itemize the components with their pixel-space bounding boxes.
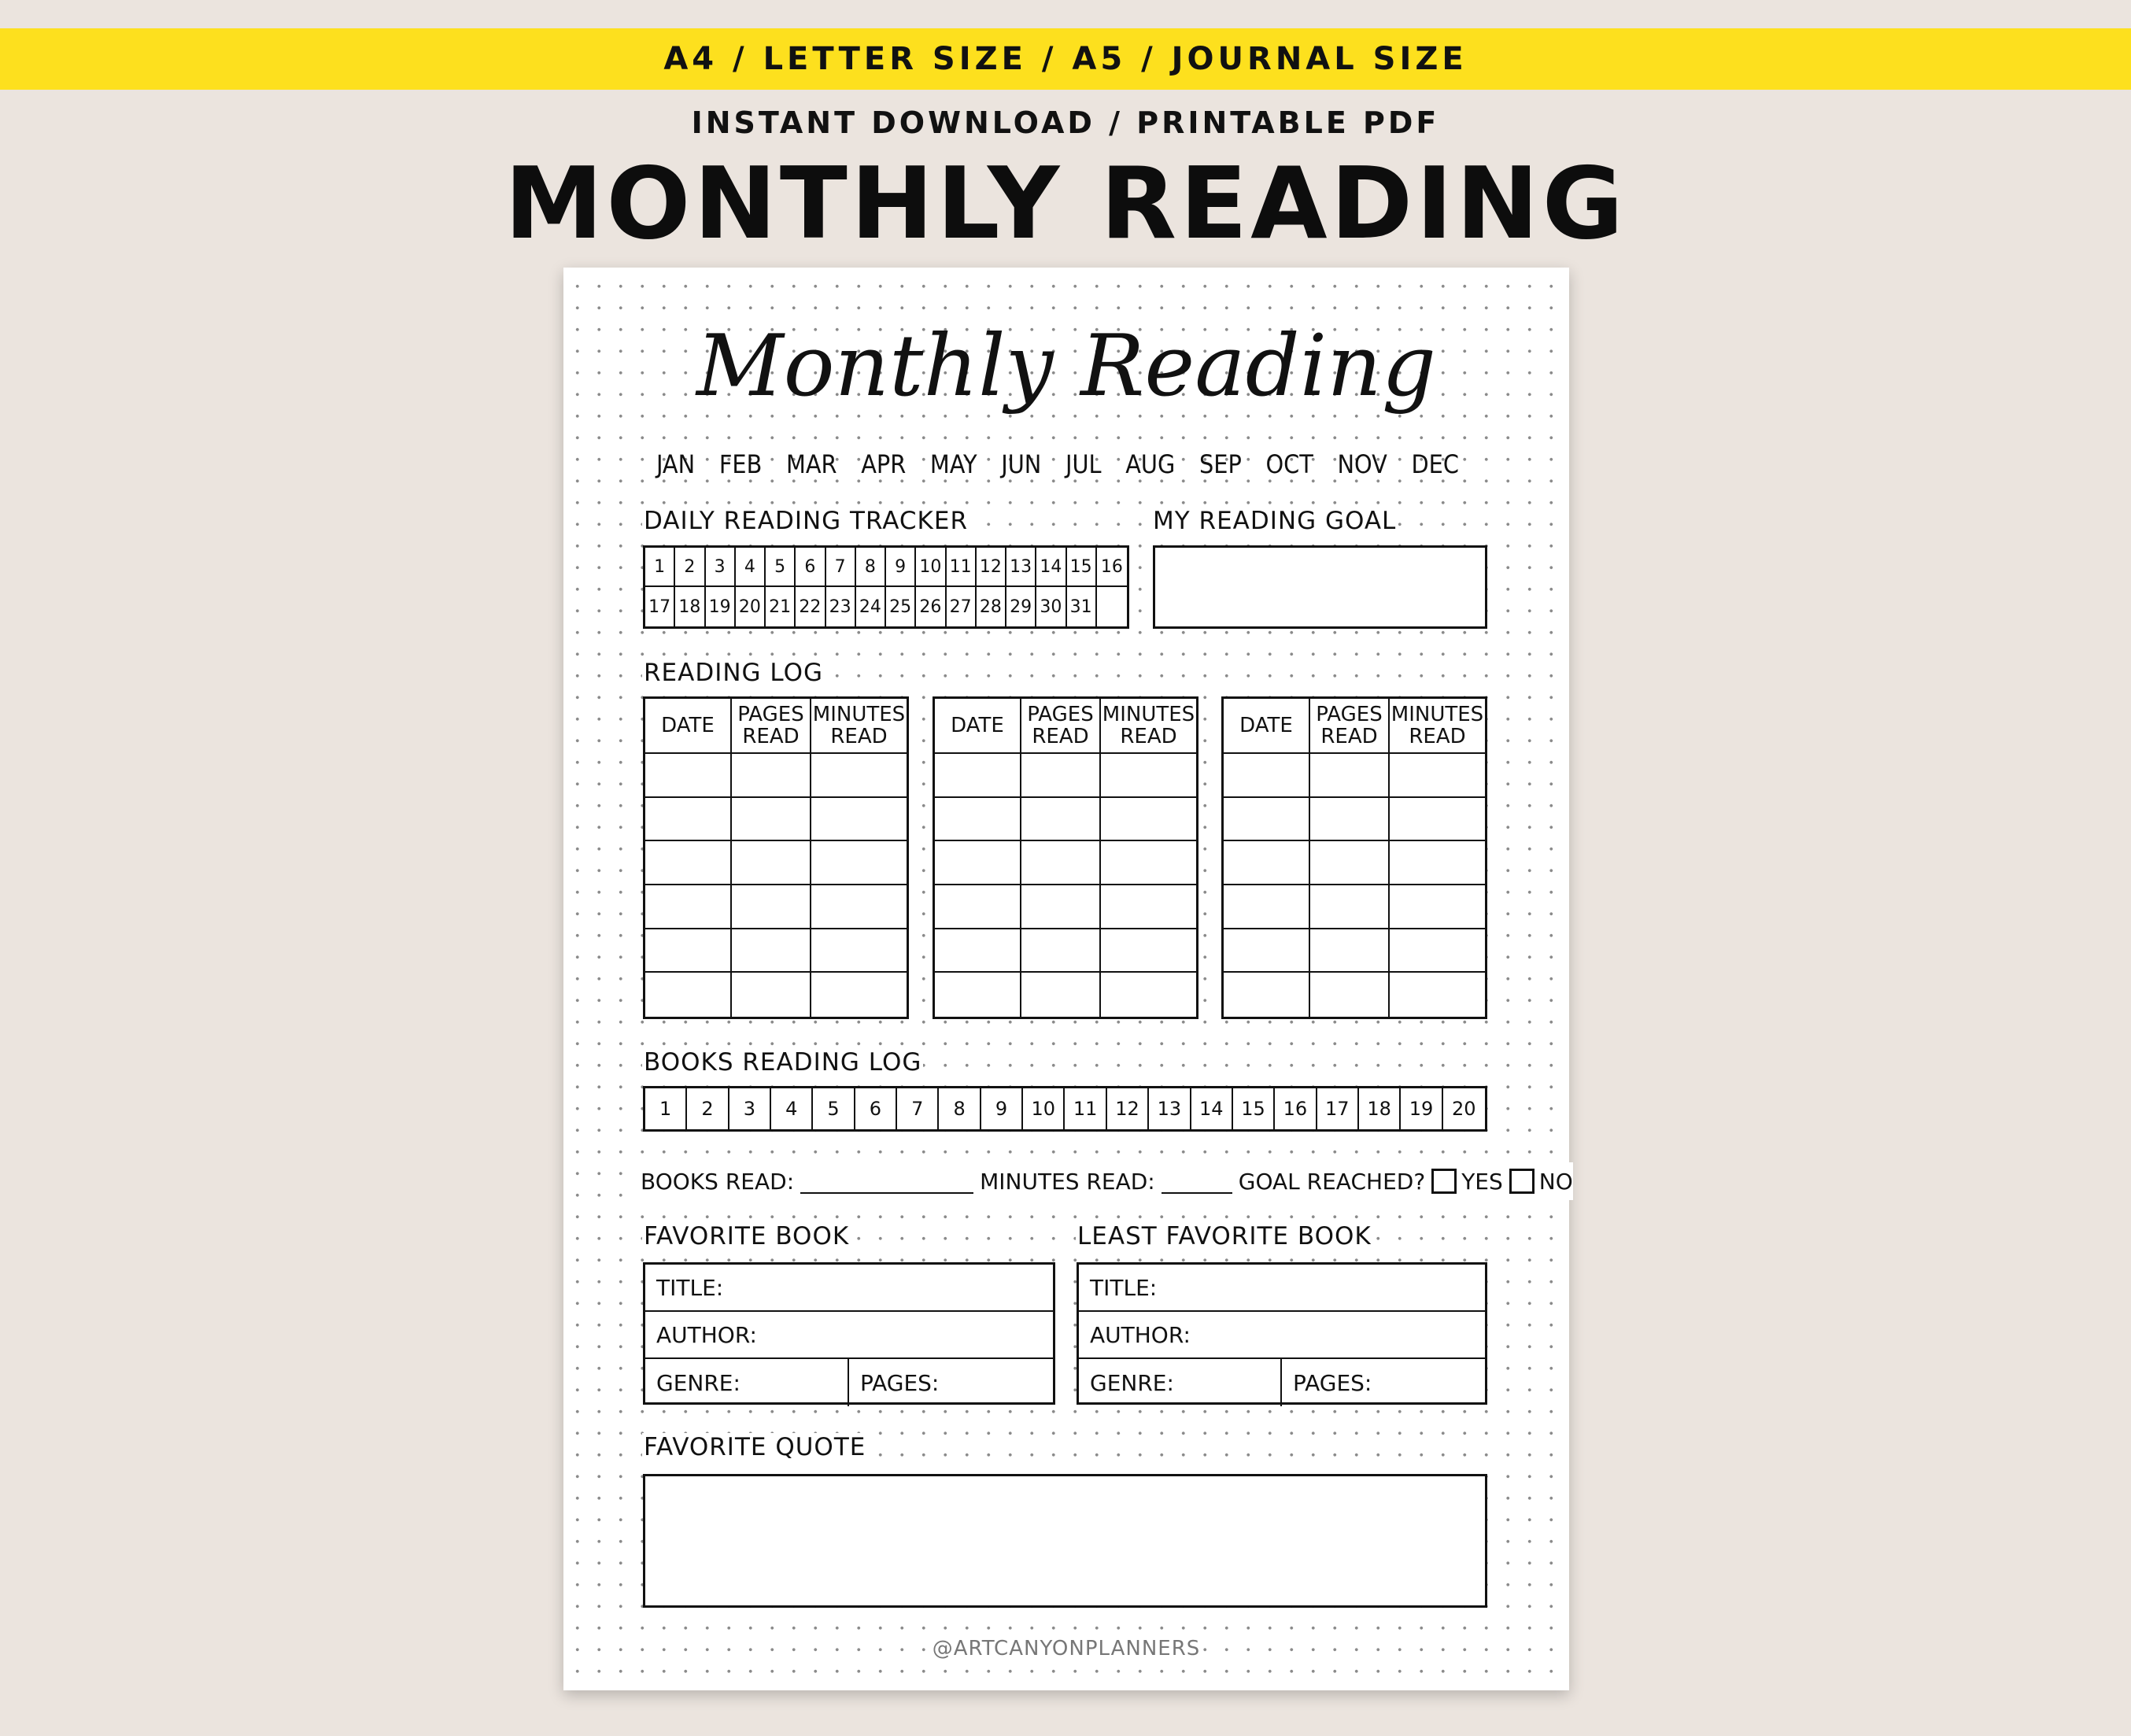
log-cell[interactable] [1101, 798, 1196, 842]
log-header-minutes-read: MINUTES READ [1390, 699, 1485, 754]
log-cell[interactable] [732, 929, 811, 973]
book-number-cell[interactable]: 12 [1107, 1088, 1149, 1129]
book-number-cell[interactable]: 5 [813, 1088, 855, 1129]
books-reading-log [643, 1086, 1487, 1132]
minutes-read-line[interactable] [1162, 1169, 1232, 1194]
log-cell[interactable] [811, 754, 907, 798]
month-dec[interactable]: DEC [1411, 449, 1459, 479]
log-cell[interactable] [1390, 885, 1485, 929]
log-cell[interactable] [1310, 929, 1390, 973]
tracker-day-cell[interactable]: 23 [826, 587, 856, 626]
log-header-minutes-read: MINUTES READ [1101, 699, 1196, 754]
book-number-cell[interactable]: 10 [1023, 1088, 1065, 1129]
tracker-day-cell[interactable]: 17 [645, 587, 675, 626]
tracker-day-cell[interactable]: 4 [736, 548, 766, 587]
log-cell[interactable] [1224, 973, 1310, 1017]
least-title-label: TITLE: [1090, 1274, 1158, 1301]
log-cell[interactable] [935, 973, 1021, 1017]
log-cell[interactable] [1101, 841, 1196, 885]
minutes-read-label: MINUTES READ: [980, 1168, 1155, 1195]
log-header-pages-read: PAGES READ [732, 699, 811, 754]
books-read-line[interactable] [800, 1169, 973, 1194]
yes-checkbox[interactable] [1431, 1169, 1457, 1194]
log-cell[interactable] [811, 798, 907, 842]
tracker-day-cell[interactable]: 7 [826, 548, 856, 587]
favorite-author-field[interactable] [645, 1312, 1053, 1359]
daily-reading-tracker [643, 545, 1129, 629]
favorite-title-label: TITLE: [656, 1274, 724, 1301]
book-number-cell[interactable]: 2 [687, 1088, 729, 1129]
favorite-book-box [643, 1262, 1055, 1405]
log-header-date: DATE [935, 699, 1021, 754]
favorite-genre-pages-row [645, 1359, 1053, 1406]
log-cell[interactable] [1310, 841, 1390, 885]
log-cell[interactable] [935, 885, 1021, 929]
tracker-day-cell[interactable] [1097, 587, 1127, 626]
log-cell[interactable] [1390, 841, 1485, 885]
favorite-pages-label: PAGES: [860, 1369, 940, 1396]
book-number-cell[interactable]: 15 [1233, 1088, 1275, 1129]
tracker-day-cell[interactable]: 12 [977, 548, 1006, 587]
tracker-day-cell[interactable]: 15 [1067, 548, 1097, 587]
log-cell[interactable] [1101, 973, 1196, 1017]
month-jul[interactable]: JUL [1065, 449, 1102, 479]
month-may[interactable]: MAY [929, 449, 977, 479]
tracker-day-cell[interactable]: 25 [886, 587, 916, 626]
log-cell[interactable] [1390, 973, 1485, 1017]
least-favorite-book-box [1077, 1262, 1487, 1405]
tracker-day-cell[interactable]: 20 [736, 587, 766, 626]
log-cell[interactable] [1310, 754, 1390, 798]
log-header-pages-read: PAGES READ [1310, 699, 1390, 754]
log-cell[interactable] [645, 754, 732, 798]
book-number-cell[interactable]: 3 [729, 1088, 771, 1129]
book-number-cell[interactable]: 14 [1191, 1088, 1233, 1129]
planner-page [563, 268, 1573, 1690]
least-pages-label: PAGES: [1293, 1369, 1372, 1396]
tracker-day-cell[interactable]: 2 [675, 548, 705, 587]
favorite-title-field[interactable] [645, 1265, 1053, 1312]
log-cell[interactable] [1021, 885, 1101, 929]
reading-goal-label: MY READING GOAL [1153, 507, 1397, 535]
least-author-label: AUTHOR: [1090, 1321, 1191, 1348]
book-number-cell[interactable]: 6 [855, 1088, 897, 1129]
tracker-day-cell[interactable]: 31 [1067, 587, 1097, 626]
book-number-cell[interactable]: 16 [1275, 1088, 1317, 1129]
tracker-day-cell[interactable]: 8 [856, 548, 886, 587]
book-number-cell[interactable]: 9 [981, 1088, 1023, 1129]
no-label: NO [1538, 1168, 1573, 1195]
tracker-day-cell[interactable]: 9 [886, 548, 916, 587]
least-genre-field[interactable] [1079, 1359, 1282, 1406]
favorite-book-label: FAVORITE BOOK [644, 1222, 850, 1250]
least-genre-pages-row [1079, 1359, 1485, 1406]
tracker-day-cell[interactable]: 1 [645, 548, 675, 587]
reading-log-table-2 [933, 696, 1198, 1019]
log-header-pages-read: PAGES READ [1021, 699, 1101, 754]
favorite-quote-label: FAVORITE QUOTE [644, 1433, 866, 1461]
month-mar[interactable]: MAR [785, 449, 837, 479]
book-number-cell[interactable]: 20 [1452, 1098, 1476, 1120]
log-cell[interactable] [645, 885, 732, 929]
reading-log-label: READING LOG [644, 659, 823, 687]
favorite-author-label: AUTHOR: [656, 1321, 757, 1348]
log-cell[interactable] [1224, 798, 1310, 842]
log-cell[interactable] [1224, 885, 1310, 929]
favorite-pages-field[interactable] [849, 1359, 1053, 1406]
tracker-day-cell[interactable]: 30 [1036, 587, 1066, 626]
book-number-cell[interactable]: 8 [939, 1088, 981, 1129]
headline: MONTHLY READING [504, 145, 1627, 261]
log-cell[interactable] [645, 841, 732, 885]
least-title-field[interactable] [1079, 1265, 1485, 1312]
tracker-day-cell[interactable]: 14 [1036, 548, 1066, 587]
books-read-label: BOOKS READ: [641, 1168, 795, 1195]
least-genre-label: GENRE: [1090, 1369, 1174, 1396]
daily-tracker-label: DAILY READING TRACKER [644, 507, 969, 535]
log-header-date: DATE [645, 699, 732, 754]
book-number-cell[interactable]: 4 [771, 1088, 813, 1129]
month-nov[interactable]: NOV [1337, 449, 1387, 479]
month-oct[interactable]: OCT [1265, 449, 1313, 479]
book-number-cell[interactable]: 7 [897, 1088, 939, 1129]
tracker-day-cell[interactable]: 3 [706, 548, 736, 587]
log-cell[interactable] [732, 798, 811, 842]
tracker-day-cell[interactable]: 22 [796, 587, 825, 626]
log-cell[interactable] [1310, 973, 1390, 1017]
tracker-day-cell[interactable]: 16 [1097, 548, 1127, 587]
reading-log-table-3 [1221, 696, 1487, 1019]
tracker-day-cell[interactable]: 13 [1006, 548, 1036, 587]
log-cell[interactable] [811, 841, 907, 885]
log-cell[interactable] [1101, 754, 1196, 798]
tracker-day-cell[interactable]: 11 [947, 548, 977, 587]
log-cell[interactable] [645, 973, 732, 1017]
log-header-minutes-read: MINUTES READ [811, 699, 907, 754]
least-author-field[interactable] [1079, 1312, 1485, 1359]
month-aug[interactable]: AUG [1125, 449, 1176, 479]
summary-row [641, 1162, 1573, 1200]
book-number-cell[interactable]: 18 [1359, 1088, 1401, 1129]
log-cell[interactable] [935, 841, 1021, 885]
log-cell[interactable] [1021, 929, 1101, 973]
log-cell[interactable] [1101, 885, 1196, 929]
brand-handle-text: @ARTCANYONPLANNERS [929, 1637, 1204, 1660]
script-title: Monthly Reading [696, 316, 1436, 416]
size-banner: A4 / LETTER SIZE / A5 / JOURNAL SIZE [0, 28, 2131, 90]
yes-label: YES [1461, 1168, 1503, 1195]
log-cell[interactable] [1224, 754, 1310, 798]
tracker-day-cell[interactable]: 29 [1006, 587, 1036, 626]
brand-handle [563, 1633, 1569, 1664]
log-cell[interactable] [1390, 798, 1485, 842]
tracker-day-cell[interactable]: 10 [916, 548, 946, 587]
month-sep[interactable]: SEP [1198, 449, 1242, 479]
reading-log-table-1 [643, 696, 909, 1019]
log-cell[interactable] [1101, 929, 1196, 973]
subtitle: INSTANT DOWNLOAD / PRINTABLE PDF [691, 105, 1440, 140]
book-number-cell[interactable]: 19 [1401, 1088, 1442, 1129]
log-cell[interactable] [935, 798, 1021, 842]
log-cell[interactable] [732, 973, 811, 1017]
log-cell[interactable] [1390, 929, 1485, 973]
book-number-cell[interactable]: 1 [645, 1088, 687, 1129]
log-cell[interactable] [645, 929, 732, 973]
log-cell[interactable] [1310, 885, 1390, 929]
month-jan[interactable]: JAN [656, 449, 696, 479]
tracker-day-cell[interactable]: 21 [766, 587, 796, 626]
favorite-quote-box[interactable] [643, 1474, 1487, 1608]
log-cell[interactable] [1310, 798, 1390, 842]
log-cell[interactable] [935, 929, 1021, 973]
log-cell[interactable] [1224, 929, 1310, 973]
log-header-date: DATE [1224, 699, 1310, 754]
log-cell[interactable] [645, 798, 732, 842]
month-jun[interactable]: JUN [1001, 449, 1042, 479]
log-cell[interactable] [732, 841, 811, 885]
tracker-day-cell[interactable]: 18 [675, 587, 705, 626]
tracker-day-cell[interactable]: 5 [766, 548, 796, 587]
book-number-cell[interactable]: 13 [1149, 1088, 1191, 1129]
book-number-cell[interactable]: 11 [1065, 1088, 1106, 1129]
log-cell[interactable] [1224, 841, 1310, 885]
log-cell[interactable] [935, 754, 1021, 798]
month-apr[interactable]: APR [861, 449, 907, 479]
log-cell[interactable] [811, 885, 907, 929]
log-cell[interactable] [732, 885, 811, 929]
tracker-day-cell[interactable]: 26 [916, 587, 946, 626]
log-cell[interactable] [1021, 754, 1101, 798]
books-log-label: BOOKS READING LOG [644, 1048, 922, 1077]
log-cell[interactable] [811, 973, 907, 1017]
log-cell[interactable] [1021, 798, 1101, 842]
month-row [656, 447, 1459, 482]
log-cell[interactable] [811, 929, 907, 973]
log-cell[interactable] [1390, 754, 1485, 798]
tracker-day-cell[interactable]: 19 [706, 587, 736, 626]
month-feb[interactable]: FEB [718, 449, 763, 479]
least-favorite-book-label: LEAST FAVORITE BOOK [1077, 1222, 1372, 1250]
tracker-day-cell[interactable]: 6 [796, 548, 825, 587]
least-pages-field[interactable] [1282, 1359, 1485, 1406]
no-checkbox[interactable] [1509, 1169, 1535, 1194]
log-cell[interactable] [1021, 841, 1101, 885]
tracker-day-cell[interactable]: 24 [856, 587, 886, 626]
tracker-day-cell[interactable]: 28 [977, 587, 1006, 626]
log-cell[interactable] [1021, 973, 1101, 1017]
favorite-genre-field[interactable] [645, 1359, 849, 1406]
log-cell[interactable] [732, 754, 811, 798]
book-number-cell[interactable]: 17 [1317, 1088, 1359, 1129]
reading-goal-box[interactable] [1153, 545, 1487, 629]
goal-reached-label: GOAL REACHED? [1238, 1168, 1426, 1195]
tracker-day-cell[interactable]: 27 [947, 587, 977, 626]
favorite-genre-label: GENRE: [656, 1369, 740, 1396]
